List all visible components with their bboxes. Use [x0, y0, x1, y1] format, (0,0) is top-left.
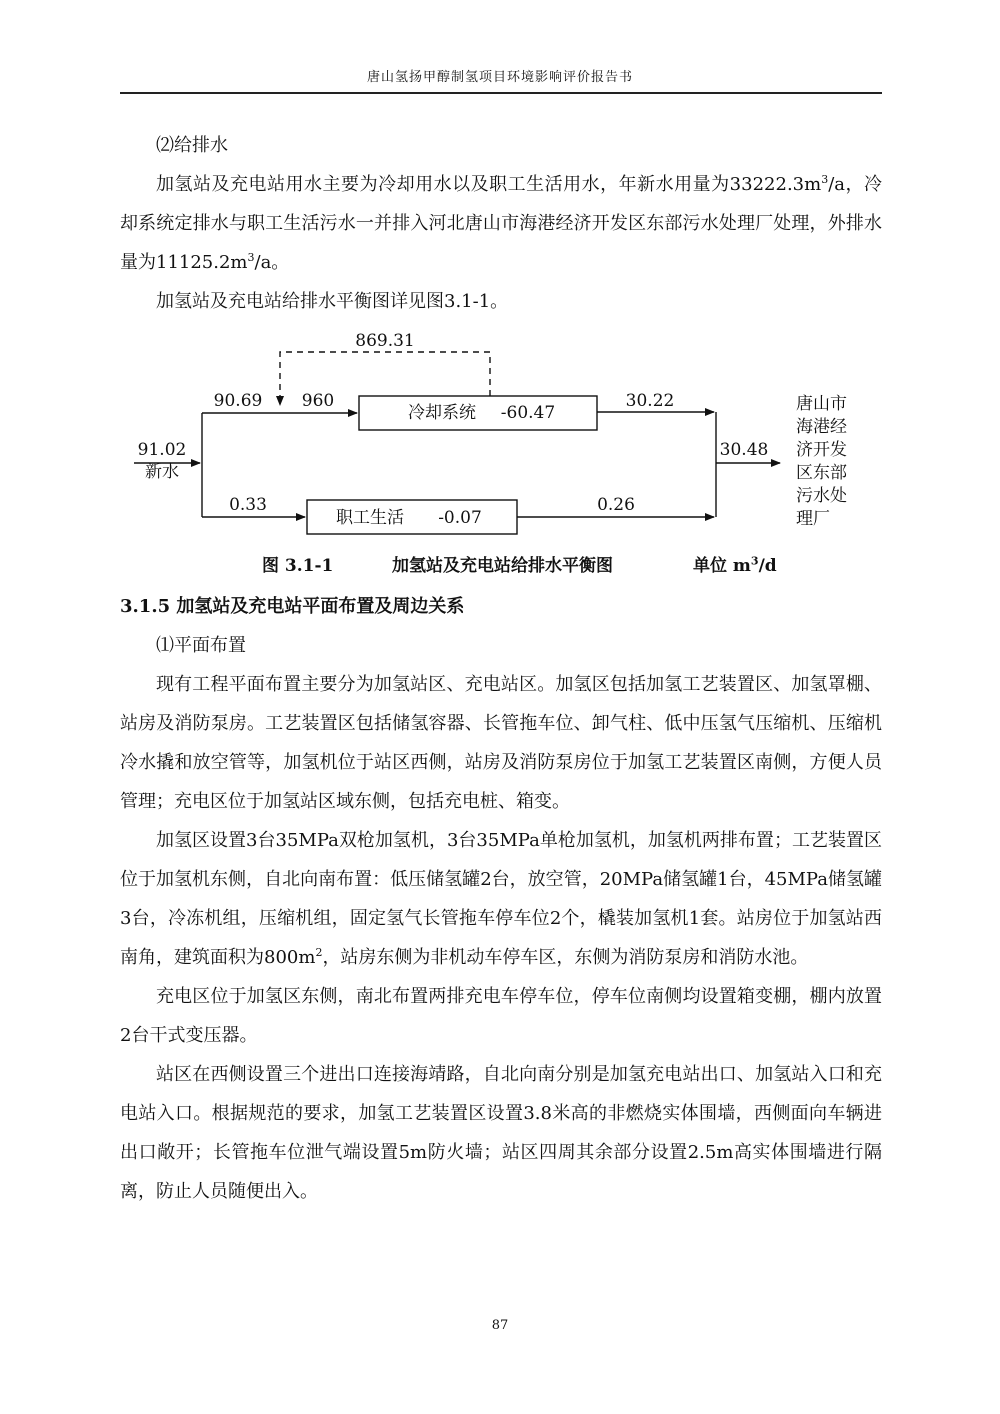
- page-number: 87: [491, 1318, 509, 1333]
- body-bottom: [120, 587, 882, 1211]
- body-top: [120, 126, 882, 321]
- staff-living-box: [307, 500, 517, 534]
- figure-title: 加氢站及充电站给排水平衡图: [392, 556, 613, 576]
- bottom-branch-value: 0.33: [229, 495, 267, 515]
- living-out-value: 0.26: [597, 495, 635, 515]
- cooling-loss: -60.47: [500, 403, 556, 423]
- destination-label: [796, 394, 847, 529]
- destination-line: 唐山市: [796, 394, 847, 414]
- layout-paragraph-4: 站区在西侧设置三个进出口连接海靖路，自北向南分别是加氢充电站出口、加氢站入口和充电站入口。根据规范的要求，加氢工艺装置区设置3.8米高的非燃烧实体围墙，西侧面向车辆进出口敞开；长管拖车位泄气端设置5m防火墙；站区四周其余部分设置2.5m高实体围墙进行隔离，防止人员随便出入。: [120, 1064, 882, 1202]
- cooling-system-box: [359, 396, 597, 430]
- figure-reference-paragraph: 加氢站及充电站给排水平衡图详见图3.1-1。: [156, 291, 509, 312]
- merged-out-value: 30.48: [719, 440, 769, 460]
- living-label: 职工生活: [336, 508, 404, 528]
- cooling-out-value: 30.22: [625, 391, 675, 411]
- header-rule: [120, 92, 882, 94]
- section-heading-layout: 3.1.5 加氢站及充电站平面布置及周边关系: [120, 596, 465, 617]
- cooling-label: 冷却系统: [408, 403, 476, 423]
- figure-number: 图 3.1-1: [262, 556, 334, 576]
- destination-line: 济开发: [796, 440, 847, 460]
- figure-unit: 单位 $m^3/d$: [693, 554, 777, 576]
- layout-paragraph-1: 现有工程平面布置主要分为加氢站区、充电站区。加氢区包括加氢工艺装置区、加氢罩棚、站房及消防泵房。工艺装置区包括储氢容器、长管拖车位、卸气柱、低中压氢气压缩机、压缩机冷水撬和放空管等，加氢机位于站区西侧，站房及消防泵房位于加氢工艺装置区南侧，方便人员管理；充电区位于加氢站区域东侧，包括充电桩、箱变。: [120, 674, 882, 812]
- destination-line: 海港经: [796, 417, 847, 437]
- layout-paragraph-3: 充电区位于加氢区东侧，南北布置两排充电车停车位，停车位南侧均设置箱变棚，棚内放置2台干式变压器。: [120, 986, 882, 1046]
- fresh-water-value: 91.02: [137, 440, 187, 460]
- running-header: 唐山氢扬甲醇制氢项目环境影响评价报告书: [366, 70, 633, 85]
- water-paragraph: 加氢站及充电站用水主要为冷却用水以及职工生活用水，年新水用量为$33222.3m^3/a$，冷却系统定排水与职工生活污水一并排入河北唐山市海港经济开发区东部污水处理厂处理，外排水量为$11125.2m^3/a$。: [120, 173, 883, 273]
- destination-line: 理厂: [796, 509, 830, 529]
- recycle-value: 869.31: [355, 331, 415, 351]
- living-loss: -0.07: [438, 508, 482, 528]
- layout-paragraph-2: 加氢区设置3台35MPa双枪加氢机，3台35MPa单枪加氢机，加氢机两排布置；工艺装置区位于加氢机东侧，自北向南布置：低压储氢罐2台，放空管，20MPa储氢罐1台，45MPa储氢罐3台，冷冻机组，压缩机组，固定氢气长管拖车停车位2个，橇装加氢机1套。站房位于加氢站西南角，建筑面积为$800m^2$，站房东侧为非机动车停车区，东侧为消防泵房和消防水池。: [120, 830, 882, 968]
- recycle-dashed-line: [280, 352, 490, 405]
- top-branch-value: 90.69: [213, 391, 263, 411]
- subsection-heading-water: ⑵给排水: [156, 135, 228, 156]
- destination-line: 污水处: [796, 486, 847, 506]
- fresh-water-label: 新水: [145, 462, 179, 482]
- subsection-heading-layout: ⑴平面布置: [156, 635, 246, 656]
- destination-line: 区东部: [796, 463, 847, 483]
- cooling-in-value: 960: [301, 391, 335, 411]
